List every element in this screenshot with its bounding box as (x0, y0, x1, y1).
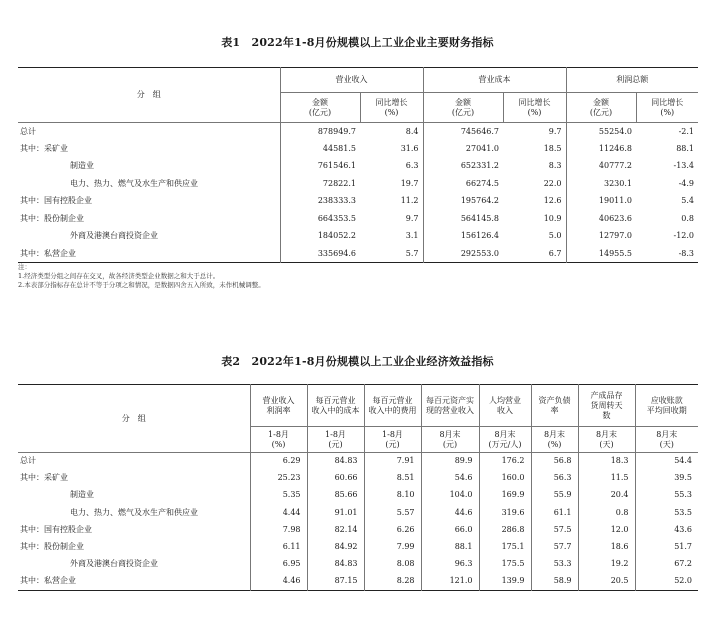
cell-value: 5.57 (364, 504, 421, 521)
cell-value: 9.7 (405, 213, 419, 223)
row-label: 其中：采矿业 (20, 143, 68, 153)
cell-value: 55.3 (635, 487, 698, 504)
cell-value: 8.3 (548, 161, 562, 171)
sub-header-growth: 同比增长 (%) (636, 93, 698, 123)
cell-value: -2.1 (678, 126, 694, 136)
cell-value: 53.5 (635, 504, 698, 521)
cell-value: 121.0 (421, 573, 479, 590)
cell-value: 43.6 (635, 521, 698, 538)
column-period: 8月末 (万元/人) (479, 427, 531, 453)
column-period: 1-8月 (元) (307, 427, 364, 453)
row-label: 外商及港澳台商投资企业 (70, 559, 158, 569)
row-label: 电力、热力、燃气及水生产和供应业 (70, 507, 198, 517)
cell-value: 67.2 (635, 556, 698, 573)
cell-value: 745646.7 (423, 123, 503, 141)
table-row (18, 158, 698, 176)
cell-value: 8.08 (364, 556, 421, 573)
column-header: 营业收入 利润率 (250, 385, 307, 427)
cell-value: 139.9 (479, 573, 531, 590)
cell-value: 44581.5 (280, 140, 360, 158)
row-label: 其中：私营企业 (20, 248, 76, 258)
cell-value: 6.11 (250, 538, 307, 555)
cell-value: 6.3 (405, 161, 419, 171)
cell-value: 19.7 (400, 178, 419, 188)
column-period: 8月末 (天) (635, 427, 698, 453)
cell-value: 4.44 (250, 504, 307, 521)
cell-value: -12.0 (673, 231, 694, 241)
cell-value: 11246.8 (566, 140, 636, 158)
table-row (18, 453, 698, 470)
cell-value: 664353.5 (280, 210, 360, 228)
cell-value: 7.91 (364, 453, 421, 470)
cell-value: 0.8 (578, 504, 635, 521)
cell-value: 55254.0 (566, 123, 636, 141)
table-row (18, 140, 698, 158)
cell-value: 156126.4 (423, 228, 503, 246)
sub-header-growth: 同比增长 (%) (360, 93, 423, 123)
cell-value: 6.7 (548, 248, 562, 258)
column-header: 每百元营业 收入中的费用 (364, 385, 421, 427)
cell-value: 5.7 (405, 248, 419, 258)
cell-value: 175.1 (479, 538, 531, 555)
table1-header (18, 68, 698, 123)
cell-value: 9.7 (548, 126, 562, 136)
cell-value: 8.51 (364, 470, 421, 487)
cell-value: 54.6 (421, 470, 479, 487)
column-header: 资产负债 率 (531, 385, 578, 427)
cell-value: 88.1 (421, 538, 479, 555)
note-line: 1.经济类型分组之间存在交叉，故各经济类型企业数据之和大于总计。 (18, 272, 220, 280)
row-label: 其中：国有控股企业 (20, 196, 92, 206)
column-header: 产成品存 货周转天 数 (578, 385, 635, 427)
cell-value: 20.4 (578, 487, 635, 504)
cell-value: 66274.5 (423, 175, 503, 193)
table-row (18, 123, 698, 141)
note-line: 注： (18, 263, 31, 271)
cell-value: 878949.7 (280, 123, 360, 141)
col-group-profit: 利润总额 (566, 68, 698, 93)
row-label: 其中：股份制企业 (20, 213, 84, 223)
column-period: 8月末 (%) (531, 427, 578, 453)
cell-value: 8.4 (405, 126, 419, 136)
table2 (18, 384, 698, 591)
cell-value: 40777.2 (566, 158, 636, 176)
table1-body (18, 123, 698, 263)
column-period: 8月末 (元) (421, 427, 479, 453)
cell-value: 184052.2 (280, 228, 360, 246)
cell-value: 14955.5 (566, 245, 636, 263)
table2-body (18, 453, 698, 591)
cell-value: 652331.2 (423, 158, 503, 176)
cell-value: -13.4 (673, 161, 694, 171)
cell-value: 195764.2 (423, 193, 503, 211)
group-header: 分 组 (18, 68, 280, 123)
cell-value: 761546.1 (280, 158, 360, 176)
cell-value: 53.3 (531, 556, 578, 573)
cell-value: 89.9 (421, 453, 479, 470)
row-label: 制造业 (70, 490, 94, 500)
cell-value: 286.8 (479, 521, 531, 538)
cell-value: 82.14 (307, 521, 364, 538)
cell-value: 72822.1 (280, 175, 360, 193)
table-row (18, 470, 698, 487)
cell-value: 6.29 (250, 453, 307, 470)
cell-value: 66.0 (421, 521, 479, 538)
row-label: 其中：采矿业 (20, 473, 68, 483)
table2-header (18, 385, 698, 453)
table1-notes (18, 263, 265, 290)
cell-value: 564145.8 (423, 210, 503, 228)
cell-value: 169.9 (479, 487, 531, 504)
table-row (18, 210, 698, 228)
table-row (18, 175, 698, 193)
cell-value: 7.99 (364, 538, 421, 555)
cell-value: 18.3 (578, 453, 635, 470)
cell-value: 19.2 (578, 556, 635, 573)
column-period: 1-8月 (%) (250, 427, 307, 453)
cell-value: 57.7 (531, 538, 578, 555)
cell-value: 61.1 (531, 504, 578, 521)
cell-value: 104.0 (421, 487, 479, 504)
cell-value: 335694.6 (280, 245, 360, 263)
cell-value: 84.83 (307, 453, 364, 470)
cell-value: 292553.0 (423, 245, 503, 263)
cell-value: 5.0 (548, 231, 562, 241)
table1-title: 表1 2022年1-8月份规模以上工业企业主要财务指标 (221, 36, 494, 49)
cell-value: 8.28 (364, 573, 421, 590)
cell-value: -4.9 (678, 178, 694, 188)
cell-value: 84.83 (307, 556, 364, 573)
cell-value: 175.5 (479, 556, 531, 573)
cell-value: 160.0 (479, 470, 531, 487)
column-header: 人均营业 收入 (479, 385, 531, 427)
cell-value: 44.6 (421, 504, 479, 521)
cell-value: 6.95 (250, 556, 307, 573)
cell-value: 11.2 (400, 196, 419, 206)
table-row (18, 538, 698, 555)
table-row (18, 556, 698, 573)
cell-value: 19011.0 (566, 193, 636, 211)
cell-value: 12.6 (543, 196, 562, 206)
cell-value: 18.6 (578, 538, 635, 555)
cell-value: 25.23 (250, 470, 307, 487)
row-label: 电力、热力、燃气及水生产和供应业 (70, 178, 198, 188)
cell-value: 4.46 (250, 573, 307, 590)
cell-value: 5.35 (250, 487, 307, 504)
table1 (18, 67, 698, 263)
col-group-cost: 营业成本 (423, 68, 566, 93)
cell-value: 319.6 (479, 504, 531, 521)
table-row (18, 245, 698, 263)
row-label: 外商及港澳台商投资企业 (70, 231, 158, 241)
cell-value: 176.2 (479, 453, 531, 470)
table-row (18, 573, 698, 590)
cell-value: 10.9 (543, 213, 562, 223)
cell-value: 27041.0 (423, 140, 503, 158)
cell-value: 54.4 (635, 453, 698, 470)
table-row (18, 504, 698, 521)
row-label: 其中：国有控股企业 (20, 524, 92, 534)
cell-value: 3.1 (405, 231, 419, 241)
row-label: 总计 (20, 126, 36, 136)
cell-value: 85.66 (307, 487, 364, 504)
column-header: 每百元营业 收入中的成本 (307, 385, 364, 427)
cell-value: 60.66 (307, 470, 364, 487)
cell-value: 87.15 (307, 573, 364, 590)
cell-value: 52.0 (635, 573, 698, 590)
cell-value: 6.26 (364, 521, 421, 538)
table-row (18, 228, 698, 246)
cell-value: 12797.0 (566, 228, 636, 246)
cell-value: 84.92 (307, 538, 364, 555)
column-period: 1-8月 (元) (364, 427, 421, 453)
column-header: 应收账款 平均回收期 (635, 385, 698, 427)
sub-header-amount: 金额 (亿元) (280, 93, 360, 123)
cell-value: -8.3 (678, 248, 694, 258)
cell-value: 20.5 (578, 573, 635, 590)
cell-value: 56.8 (531, 453, 578, 470)
cell-value: 40623.6 (566, 210, 636, 228)
col-group-revenue: 营业收入 (280, 68, 423, 93)
table-row (18, 193, 698, 211)
group-header: 分 组 (18, 385, 250, 453)
cell-value: 12.0 (578, 521, 635, 538)
cell-value: 56.3 (531, 470, 578, 487)
cell-value: 11.5 (578, 470, 635, 487)
cell-value: 5.4 (681, 196, 694, 206)
cell-value: 0.8 (681, 213, 694, 223)
cell-value: 57.5 (531, 521, 578, 538)
row-label: 其中：股份制企业 (20, 542, 84, 552)
cell-value: 51.7 (635, 538, 698, 555)
cell-value: 7.98 (250, 521, 307, 538)
cell-value: 18.5 (543, 143, 562, 153)
column-period: 8月末 (天) (578, 427, 635, 453)
cell-value: 238333.3 (280, 193, 360, 211)
table-row (18, 521, 698, 538)
cell-value: 96.3 (421, 556, 479, 573)
row-label: 制造业 (70, 161, 94, 171)
column-header: 每百元资产实 现的营业收入 (421, 385, 479, 427)
cell-value: 58.9 (531, 573, 578, 590)
cell-value: 22.0 (543, 178, 562, 188)
row-label: 总计 (20, 456, 36, 466)
table2-title: 表2 2022年1-8月份规模以上工业企业经济效益指标 (221, 355, 494, 368)
cell-value: 88.1 (676, 143, 694, 153)
cell-value: 55.9 (531, 487, 578, 504)
cell-value: 31.6 (400, 143, 419, 153)
note-line: 2.本表部分指标存在总计不等于分项之和情况，是数据四舍五入所致，未作机械调整。 (18, 281, 265, 289)
cell-value: 91.01 (307, 504, 364, 521)
cell-value: 3230.1 (566, 175, 636, 193)
cell-value: 39.5 (635, 470, 698, 487)
table-row (18, 487, 698, 504)
sub-header-growth: 同比增长 (%) (503, 93, 566, 123)
sub-header-amount: 金额 (亿元) (423, 93, 503, 123)
cell-value: 8.10 (364, 487, 421, 504)
row-label: 其中：私营企业 (20, 576, 76, 586)
sub-header-amount: 金额 (亿元) (566, 93, 636, 123)
